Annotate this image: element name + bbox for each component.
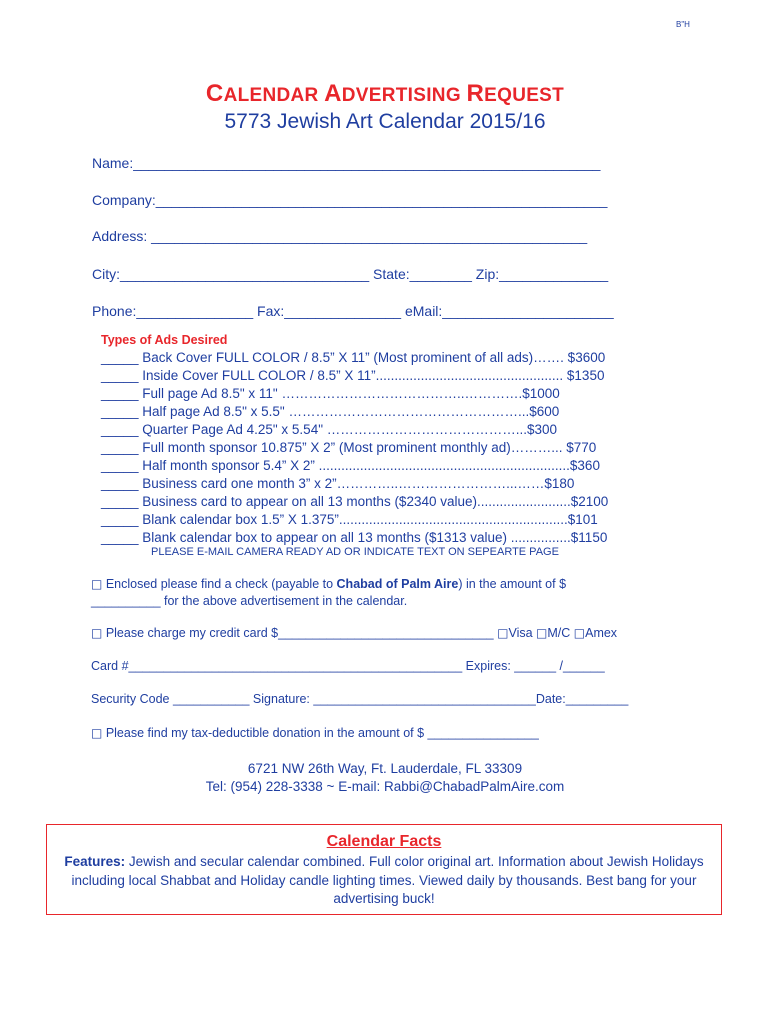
contact-phone-email: Tel: (954) 228-3338 ~ E-mail: Rabbi@ChabadPalmAire.com: [205, 779, 565, 794]
check-line: [91, 577, 566, 591]
security-signature-field[interactable]: Security Code ___________ Signature: ________________________________Date:_________: [91, 692, 629, 706]
title-word-3: EQUEST: [484, 85, 565, 106]
ad-option-business-card[interactable]: _____ Business card one month 3” x 2”…………..……………………...……$180: [101, 476, 575, 491]
ad-option-full-month[interactable]: _____ Full month sponsor 10.875” X 2” (Most prominent monthly ad)………... $770: [101, 440, 597, 455]
check-payee: Chabad of Palm Aire: [336, 577, 459, 591]
donation-line: [91, 726, 539, 740]
ad-option-business-card-13[interactable]: _____ Business card to appear on all 13 months ($2340 value).........................$2100: [101, 494, 609, 509]
checkbox-icon[interactable]: □: [91, 626, 103, 640]
ad-option-quarter-page[interactable]: _____ Quarter Page Ad 4.25" x 5.54" ……………………………………...$300: [101, 422, 558, 437]
ad-option-blank-box[interactable]: _____ Blank calendar box 1.5” X 1.375”.............................................................$101: [101, 512, 598, 527]
title-word-2: DVERTISING: [341, 85, 467, 106]
address-field[interactable]: Address: ________________________________________________________: [92, 228, 588, 244]
check-text-pre: Enclosed please find a check (payable to: [102, 577, 337, 591]
amex-label: Amex: [585, 626, 618, 640]
ad-option-full-page[interactable]: _____ Full page Ad 8.5" x 11" …………………………………..………….$1000: [101, 386, 560, 401]
checkbox-icon[interactable]: □: [497, 626, 509, 640]
contact-address: 6721 NW 26th Way, Ft. Lauderdale, FL 33309: [247, 761, 523, 776]
facts-label: Features:: [64, 854, 126, 869]
ad-option-back-cover[interactable]: _____ Back Cover FULL COLOR / 8.5” X 11” (Most prominent of all ads)……. $3600: [101, 350, 606, 365]
donation-text[interactable]: Please find my tax-deductible donation in the amount of $ ________________: [102, 726, 539, 740]
page-title: [0, 80, 770, 108]
bh-header-mark: B"H: [676, 20, 690, 29]
title-initial-a: A: [324, 80, 342, 107]
facts-body: [53, 853, 715, 909]
title-initial-r: R: [466, 80, 485, 107]
checkbox-icon[interactable]: □: [91, 577, 103, 591]
ads-heading: Types of Ads Desired: [101, 333, 228, 347]
credit-card-line: [91, 626, 617, 640]
ads-note: PLEASE E-MAIL CAMERA READY AD OR INDICATE TEXT ON SEPEARTE PAGE: [151, 546, 559, 558]
page-subtitle: 5773 Jewish Art Calendar 2015/16: [224, 110, 546, 133]
city-state-zip-field[interactable]: City:________________________________ State:________ Zip:______________: [92, 266, 609, 282]
facts-text: Jewish and secular calendar combined. Full color original art. Information about Jewish Holidays including local Shabbat and Holiday candle lighting times. Viewed daily by thousands. Best bang for your advertising buck!: [71, 854, 704, 906]
company-field[interactable]: Company:__________________________________________________________: [92, 192, 608, 208]
ad-option-inside-cover[interactable]: _____ Inside Cover FULL COLOR / 8.5” X 11”.................................................. $1350: [101, 368, 605, 383]
visa-label: Visa: [508, 626, 537, 640]
name-field[interactable]: Name:____________________________________________________________: [92, 155, 601, 171]
checkbox-icon[interactable]: □: [573, 626, 586, 640]
check-amount-line[interactable]: __________ for the above advertisement in the calendar.: [91, 594, 408, 608]
phone-fax-email-field[interactable]: Phone:_______________ Fax:_______________ eMail:______________________: [92, 303, 614, 319]
calendar-facts-box: [46, 824, 722, 915]
ad-option-blank-box-13[interactable]: _____ Blank calendar box to appear on all 13 months ($1313 value) ................$1150: [101, 530, 608, 545]
check-text-post: ) in the amount of $: [458, 577, 567, 591]
title-initial-c: C: [205, 80, 224, 107]
ad-option-half-month[interactable]: _____ Half month sponsor 5.4” X 2” ...................................................................$360: [101, 458, 600, 473]
credit-text[interactable]: Please charge my credit card $_______________________________: [102, 626, 498, 640]
card-number-field[interactable]: Card #________________________________________________ Expires: ______ /______: [91, 659, 605, 673]
checkbox-icon[interactable]: □: [91, 726, 103, 740]
checkbox-icon[interactable]: □: [536, 626, 548, 640]
ad-option-half-page[interactable]: _____ Half page Ad 8.5" x 5.5" ……………………………………………...$600: [101, 404, 560, 419]
mc-label: M/C: [547, 626, 574, 640]
title-word-1: ALENDAR: [223, 85, 325, 106]
facts-title: Calendar Facts: [326, 833, 442, 850]
